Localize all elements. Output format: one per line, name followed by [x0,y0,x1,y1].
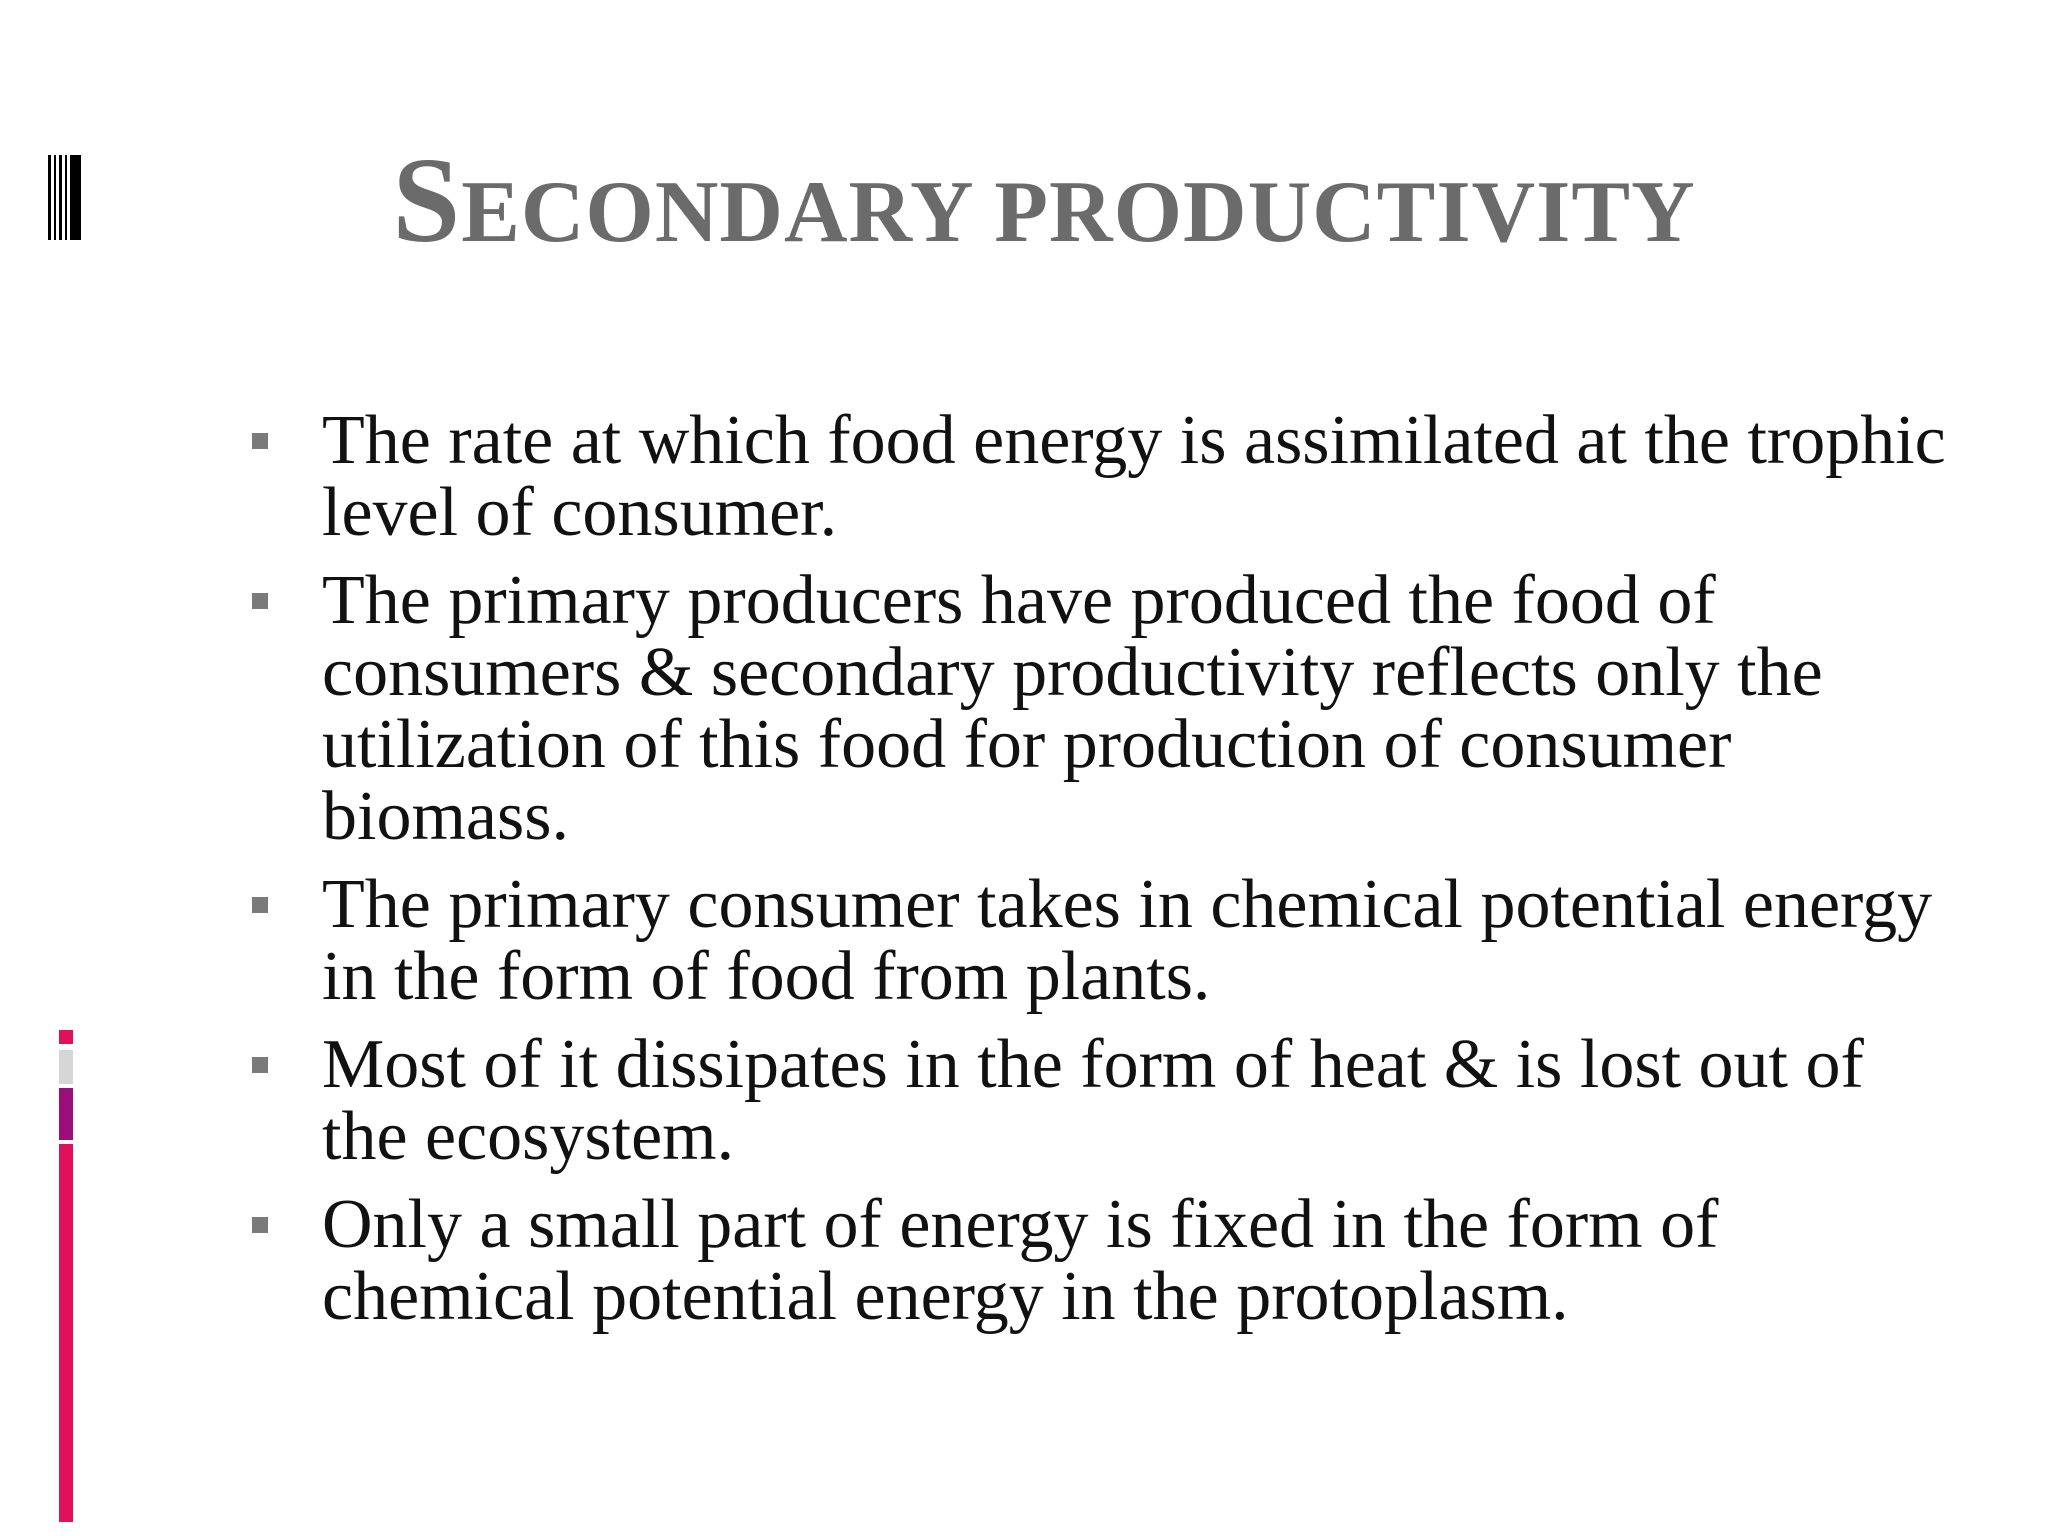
bullet-item [248,402,1948,551]
square-bullet-icon [252,1057,268,1073]
bullet-item [248,1026,1948,1175]
bullet-item [248,1186,1948,1335]
bullet-list [248,402,1948,1349]
accent-bar-gray [59,1050,73,1084]
square-bullet-icon [252,897,268,913]
accent-bar-top [59,1030,73,1044]
accent-bar-purple [59,1088,73,1140]
bullet-item [248,562,1948,855]
accent-bar-magenta [59,1144,73,1522]
bullet-text: Most of it dissipates in the form of heat & is lost out of the ecosystem. [322,1026,1864,1175]
title-first-letter: S [392,133,462,268]
square-bullet-icon [252,433,268,449]
square-bullet-icon [252,1217,268,1233]
bullet-text: The rate at which food energy is assimilated at the trophic level of consumer. [322,402,1946,551]
bullet-text: Only a small part of energy is fixed in the form of chemical potential energy in the protoplasm. [322,1186,1719,1335]
square-bullet-icon [252,593,268,609]
slide-title [0,133,2048,268]
bullet-text: The primary consumer takes in chemical potential energy in the form of food from plants. [322,866,1933,1015]
bullet-item [248,866,1948,1015]
title-rest: ECONDARY PRODUCTIVITY [461,164,1696,261]
bullet-text: The primary producers have produced the food of consumers & secondary productivity reflects only the utilization of this food for production of consumer biomass. [322,562,1823,855]
